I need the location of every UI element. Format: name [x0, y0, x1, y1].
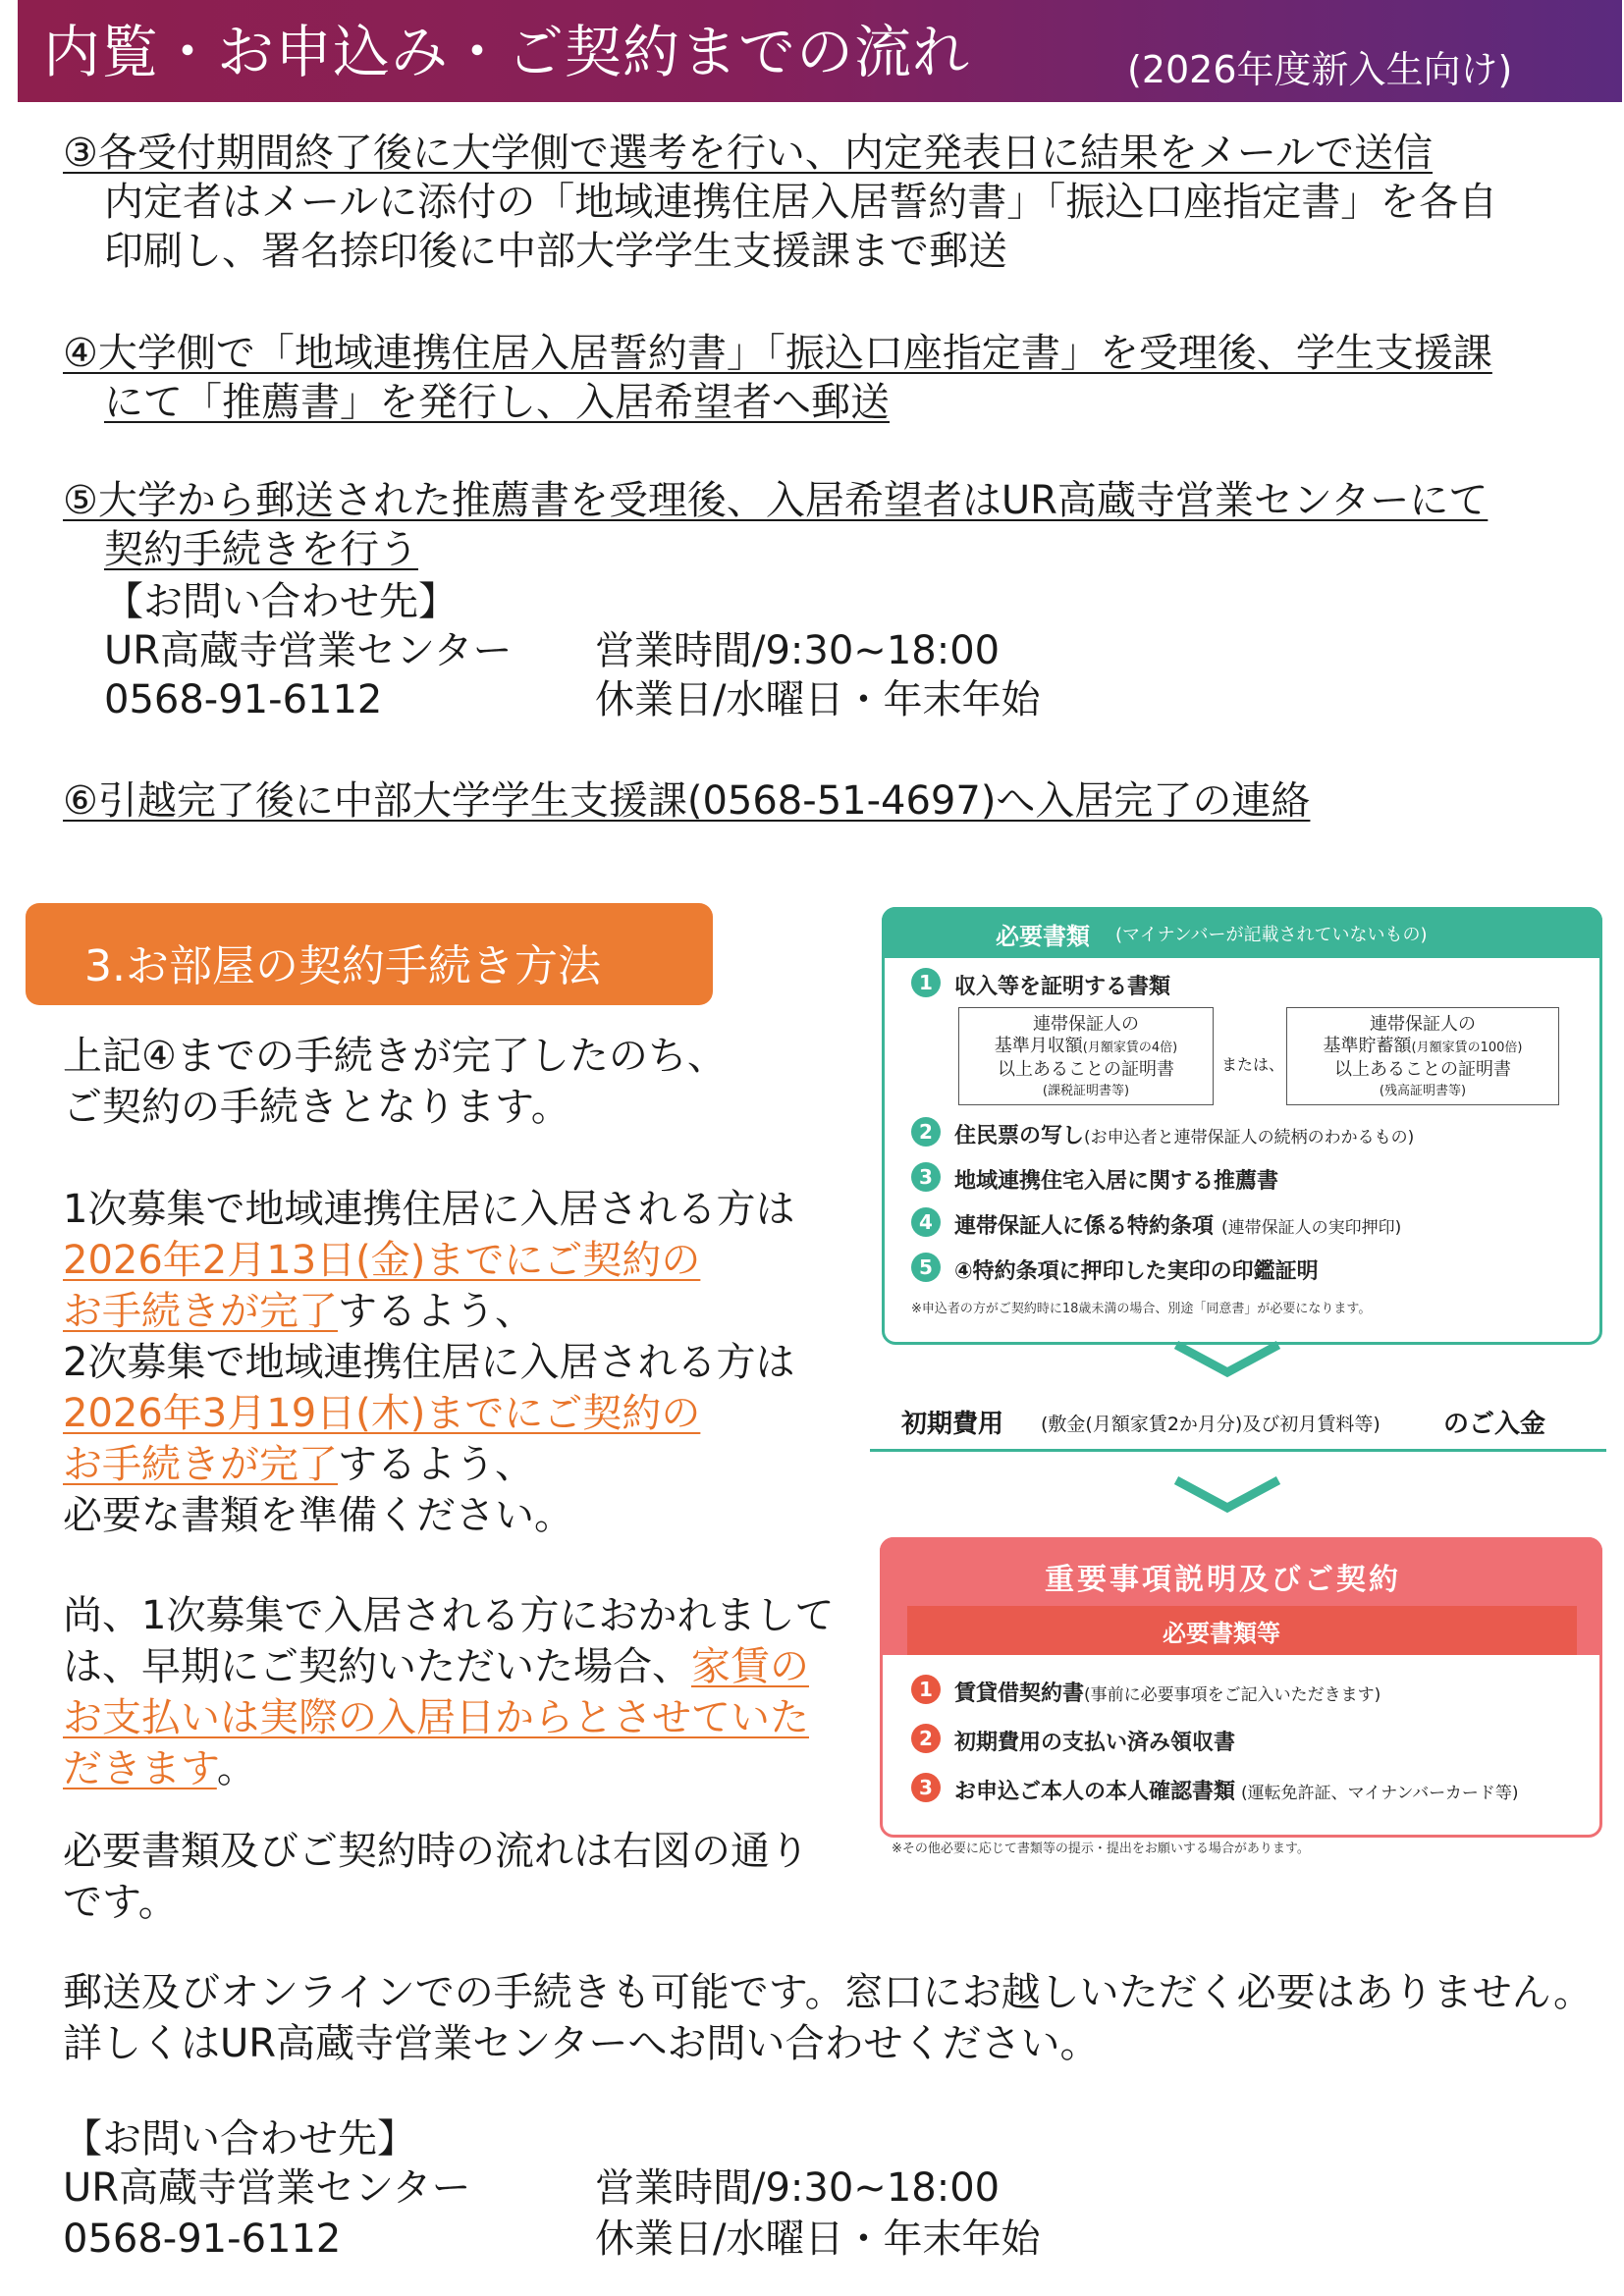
contact-label-2: 【お問い合わせ先】 — [63, 2116, 416, 2162]
step-6: ⑥引越完了後に中部大学学生支援課(0568-51-4697)へ入居完了の連絡 — [63, 778, 1311, 824]
doc-item-3: 地域連携住宅入居に関する推薦書 — [954, 1169, 1279, 1194]
s3-p6-line2: 詳しくはUR高蔵寺営業センターへお問い合わせください。 — [63, 2021, 1100, 2066]
contact-name-2: UR高蔵寺営業センター — [63, 2165, 471, 2211]
required-docs-title-note: (マイナンバーが記載されていないもの) — [1115, 925, 1428, 945]
doc-num-2: 2 — [911, 1117, 941, 1147]
required-docs-title: 必要書類 — [996, 923, 1090, 950]
doc-item-4 — [954, 1209, 1401, 1240]
step-5-line-2: 契約手続きを行う — [104, 527, 418, 572]
s3-p2-line3 — [63, 1286, 534, 1337]
doc-box-income — [958, 1007, 1214, 1105]
doc-item-4-text: 連帯保証人に係る特約条項 — [954, 1214, 1215, 1239]
s3-p4-line2 — [63, 1641, 809, 1692]
s3-p4-tail: 。 — [216, 1746, 256, 1791]
contract-footnote: ※その他必要に応じて書類等の提示・提出をお願いする場合があります。 — [892, 1842, 1310, 1856]
doc-box-savings-l3: 以上あることの証明書 — [1334, 1059, 1511, 1080]
doc-or-text: または、 — [1221, 1055, 1285, 1074]
doc-num-1: 1 — [911, 968, 941, 997]
s3-deadline-1b: お手続きが完了 — [63, 1289, 338, 1334]
doc-item-5: ④特約条項に押印した実印の印鑑証明 — [954, 1259, 1319, 1284]
initial-cost-note: (敷金(月額家賃2か月分)及び初月賃料等) — [1041, 1414, 1380, 1435]
contract-subtitle: 必要書類等 — [1163, 1620, 1280, 1647]
page-subtitle: (2026年度新入生向け) — [1127, 48, 1513, 91]
contact-closed-2: 休業日/水曜日・年末年始 — [595, 2216, 1041, 2262]
doc-box-savings-l2a: 基準貯蓄額 — [1323, 1036, 1412, 1056]
chevron-down-icon — [1168, 1474, 1286, 1514]
doc-item-2-note: (お申込者と連帯保証人の続柄のわかるもの) — [1084, 1128, 1415, 1148]
step-3-line-3: 印刷し、署名捺印後に中部大学学生支援課まで郵送 — [104, 229, 1007, 274]
s3-rent-note-2: お支払いは実際の入居日からとさせていた — [63, 1695, 809, 1740]
doc-box-income-l4: (課税証明書等) — [1042, 1084, 1130, 1098]
doc-box-income-l2 — [959, 1036, 1213, 1059]
s3-deadline-2b: お手続きが完了 — [63, 1442, 338, 1487]
doc-box-savings — [1286, 1007, 1559, 1105]
doc-num-4: 4 — [911, 1207, 941, 1237]
contract-item-3-note: (運転免許証、マイナンバーカード等) — [1241, 1784, 1519, 1803]
contract-item-2: 初期費用の支払い済み領収書 — [954, 1731, 1236, 1755]
doc-box-income-l2b: (月額家賃の4倍) — [1082, 1041, 1178, 1055]
contact-phone-2: 0568-91-6112 — [63, 2216, 342, 2262]
step-3-line-2: 内定者はメールに添付の「地域連携住居入居誓約書」「振込口座指定書」を各自 — [104, 180, 1498, 225]
s3-p5-line2: です。 — [63, 1880, 178, 1925]
s3-p3-line1: 2次募集で地域連携住居に入居される方は — [63, 1340, 795, 1385]
s3-p2-line1: 1次募集で地域連携住居に入居される方は — [63, 1187, 795, 1232]
s3-deadline-2: 2026年3月19日(木)までにご契約の — [63, 1391, 701, 1436]
contact-closed: 休業日/水曜日・年末年始 — [595, 677, 1041, 722]
doc-item-4-note: (連帯保証人の実印押印) — [1221, 1218, 1402, 1238]
page-title: 内覧・お申込み・ご契約までの流れ — [43, 19, 971, 85]
step-4-line-1: ④大学側で「地域連携住居入居誓約書」「振込口座指定書」を受理後、学生支援課 — [63, 331, 1492, 376]
step-4-line-2: にて「推薦書」を発行し、入居希望者へ郵送 — [104, 380, 890, 425]
initial-cost-label: 初期費用 — [901, 1410, 1004, 1439]
docs-footnote: ※申込者の方がご契約時に18歳未満の場合、別途「同意書」が必要になります。 — [911, 1302, 1372, 1316]
s3-p5-line1: 必要書類及びご契約時の流れは右図の通り — [63, 1829, 809, 1874]
contact-hours-2: 営業時間/9:30~18:00 — [595, 2165, 1001, 2211]
s3-deadline-1: 2026年2月13日(金)までにご契約の — [63, 1238, 701, 1283]
s3-rent-note-3: だきます — [63, 1746, 217, 1791]
s3-p4-line4 — [63, 1743, 256, 1794]
s3-p4-line2-text: は、早期にご契約いただいた場合、 — [63, 1644, 691, 1689]
s3-p2-tail: するよう、 — [338, 1289, 534, 1334]
contract-title: 重要事項説明及びご契約 — [1045, 1563, 1401, 1597]
contract-item-3-text: お申込ご本人の本人確認書類 — [954, 1780, 1236, 1804]
contact-name: UR高蔵寺営業センター — [104, 628, 513, 673]
s3-p3-line3 — [63, 1439, 534, 1490]
contract-item-1-text: 賃貸借契約書 — [954, 1682, 1085, 1706]
s3-p3-line4: 必要な書類を準備ください。 — [63, 1493, 573, 1538]
doc-box-savings-l2b: (月額家賃の100倍) — [1411, 1041, 1523, 1055]
contact-label: 【お問い合わせ先】 — [104, 579, 458, 624]
doc-box-income-l3: 以上あることの証明書 — [998, 1059, 1174, 1080]
contract-item-3 — [954, 1775, 1519, 1805]
contract-num-3: 3 — [911, 1773, 941, 1802]
s3-p1-line2: ご契約の手続きとなります。 — [63, 1085, 570, 1130]
step-5-line-1: ⑤大学から郵送された推薦書を受理後、入居希望者はUR高蔵寺営業センターにて — [63, 478, 1489, 523]
s3-p4-line1: 尚、1次募集で入居される方におかれまして — [63, 1593, 835, 1638]
divider — [870, 1449, 1606, 1452]
s3-rent-note-1: 家賃の — [691, 1644, 809, 1689]
step-3-line-1: ③各受付期間終了後に大学側で選考を行い、内定発表日に結果をメールで送信 — [63, 131, 1434, 176]
doc-box-savings-l1: 連帯保証人の — [1370, 1014, 1476, 1035]
doc-item-1: 収入等を証明する書類 — [954, 975, 1171, 999]
chevron-down-icon — [1168, 1339, 1286, 1378]
doc-box-savings-l4: (残高証明書等) — [1379, 1084, 1467, 1098]
contract-num-2: 2 — [911, 1724, 941, 1753]
section-3-title: 3.お部屋の契約手続き方法 — [84, 941, 601, 991]
contact-hours: 営業時間/9:30~18:00 — [595, 628, 1001, 673]
doc-item-2 — [954, 1119, 1414, 1149]
s3-p6-line1: 郵送及びオンラインでの手続きも可能です。窓口にお越しいただく必要はありません。 — [63, 1970, 1593, 2015]
contact-phone: 0568-91-6112 — [104, 677, 383, 722]
doc-box-income-l1: 連帯保証人の — [1033, 1014, 1139, 1035]
doc-item-2-text: 住民票の写し — [954, 1124, 1085, 1148]
doc-box-income-l2a: 基準月収額 — [994, 1036, 1083, 1056]
initial-cost-tail: のご入金 — [1443, 1410, 1546, 1439]
doc-num-3: 3 — [911, 1162, 941, 1192]
s3-p1-line1: 上記④までの手続きが完了したのち、 — [63, 1034, 727, 1079]
doc-box-savings-l2 — [1287, 1036, 1558, 1059]
contract-item-1 — [954, 1677, 1380, 1707]
contract-num-1: 1 — [911, 1675, 941, 1704]
s3-p3-tail: するよう、 — [338, 1442, 534, 1487]
contract-item-1-note: (事前に必要事項をご記入いただきます) — [1084, 1685, 1381, 1705]
doc-num-5: 5 — [911, 1253, 941, 1282]
